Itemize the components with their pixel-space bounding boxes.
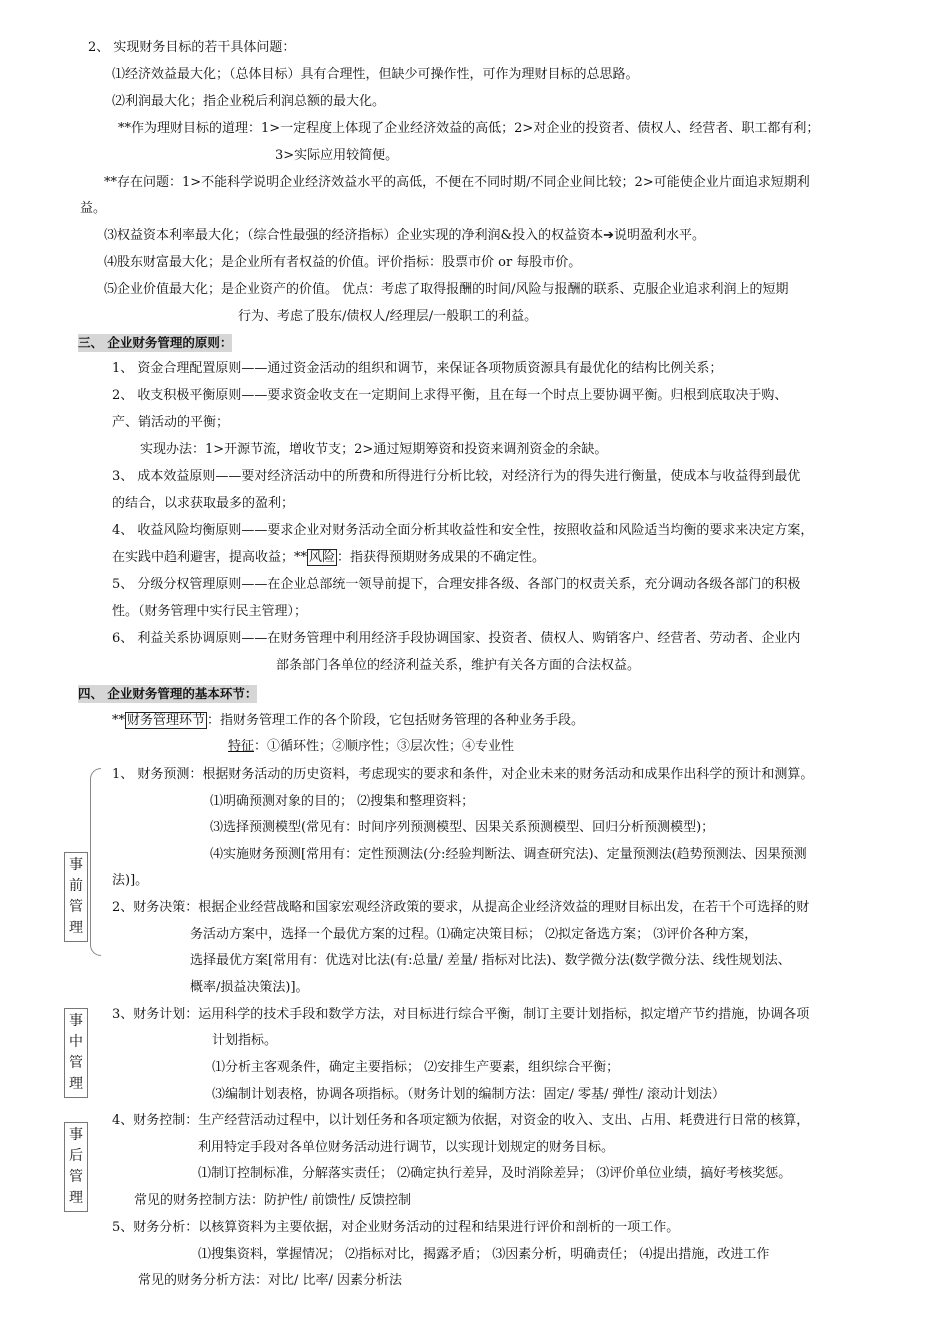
list-item (112, 549, 545, 567)
list-item: 益。 (80, 201, 107, 216)
list-item: 3、 成本效益原则——要对经济活动中的所费和所得进行分析比较，对经济行为的得失进行衡量，使成本与收益得到最优 (112, 469, 801, 484)
text-run: ** (112, 713, 125, 728)
list-item: 法)]。 (112, 873, 149, 888)
list-item: 常见的财务控制方法：防护性/ 前馈性/ 反馈控制 (134, 1193, 412, 1208)
list-item: 产、销活动的平衡； (112, 415, 230, 430)
list-item: ⑷实施财务预测[常用有：定性预测法(分:经验判断法、调查研究法)、定量预测法(趋势预测法、因果预测 (210, 847, 807, 862)
list-item: 3、财务计划：运用科学的技术手段和数学方法，对目标进行综合平衡，制订主要计划指标，拟定增产节约措施，协调各项 (112, 1007, 810, 1022)
list-item: ⑷股东财富最大化；是企业所有者权益的价值。评价指标：股票市价 or 每股市价。 (104, 255, 582, 270)
list-item: 行为、考虑了股东/债权人/经理层/一般职工的利益。 (238, 309, 538, 324)
list-item: 5、财务分析：以核算资料为主要依据，对企业财务活动的过程和结果进行评价和剖析的一项工作。 (112, 1220, 680, 1235)
text-run: 在实践中趋利避害，提高收益；** (112, 550, 308, 565)
list-item: ⑴明确预测对象的目的； ⑵搜集和整理资料； (210, 794, 475, 809)
list-item: ⑸企业价值最大化；是企业资产的价值。 优点：考虑了取得报酬的时间/风险与报酬的联系、克服企业追求利润上的短期 (104, 282, 789, 297)
list-item: ⑶编制计划表格，协调各项指标。（财务计划的编制方法：固定/ 零基/ 弹性/ 滚动计划法） (212, 1087, 726, 1102)
list-item: 1、 财务预测：根据财务活动的历史资料，考虑现实的要求和条件，对企业未来的财务活动和成果作出科学的预计和测算。 (112, 767, 814, 782)
list-item: ⑴搜集资料，掌握情况； ⑵指标对比，揭露矛盾； ⑶因素分析，明确责任； ⑷提出措施，改进工作 (198, 1247, 770, 1262)
list-item: 1、 资金合理配置原则——通过资金活动的组织和调节，来保证各项物质资源具有最优化的结构比例关系； (112, 361, 723, 376)
text-run: ：①循环性；②顺序性；③层次性；④专业性 (254, 739, 515, 754)
list-item: 务活动方案中，选择一个最优方案的过程。⑴确定决策目标； ⑵拟定备选方案； ⑶评价各种方案， (190, 927, 758, 942)
list-item: 选择最优方案[常用有：优选对比法(有:总量/ 差量/ 指标对比法)、数学微分法(数学微分法、线性规划法、 (190, 953, 791, 968)
section-heading-principles: 三、 企业财务管理的原则： (78, 335, 233, 350)
list-item: 常见的财务分析方法：对比/ 比率/ 因素分析法 (138, 1273, 403, 1288)
list-item: ⑴制订控制标准，分解落实责任； ⑵确定执行差异，及时消除差异； ⑶评价单位业绩，搞好考核奖惩。 (198, 1166, 792, 1181)
group-brace (90, 768, 101, 956)
list-item (228, 738, 514, 756)
list-item (112, 712, 584, 730)
list-item: 的结合，以求获取最多的盈利； (112, 496, 295, 511)
list-item: 性。（财务管理中实行民主管理）； (112, 604, 308, 619)
list-item: 利用特定手段对各单位财务活动进行调节，以实现计划规定的财务目标。 (198, 1140, 615, 1155)
text-run: ：指财务管理工作的各个阶段，它包括财务管理的各种业务手段。 (207, 713, 585, 728)
boxed-term-risk: 风险 (309, 550, 336, 565)
list-item: **作为理财目标的道理：1>一定程度上体现了企业经济效益的高低；2>对企业的投资者、债权人、经营者、职工都有利； (118, 121, 820, 136)
list-item: **存在问题：1>不能科学说明企业经济效益水平的高低，不便在不同时期/不同企业间比较；2>可能使企业片面追求短期利 (104, 175, 810, 190)
list-item: 5、 分级分权管理原则——在企业总部统一领导前提下，合理安排各级、各部门的权责关系，充分调动各级各部门的积极 (112, 577, 801, 592)
list-item: ⑶权益资本利率最大化；（综合性最强的经济指标）企业实现的净利润&投入的权益资本➔说明盈利水平。 (104, 228, 705, 243)
list-item: 3>实际应用较简便。 (275, 148, 399, 163)
list-item: ⑵利润最大化；指企业税后利润总额的最大化。 (112, 94, 386, 109)
list-item: 2、 收支积极平衡原则——要求资金收支在一定期间上求得平衡，且在每一个时点上要协调平衡。归根到底取决于购、 (112, 388, 788, 403)
list-item: ⑴分析主客观条件，确定主要指标； ⑵安排生产要素，组织综合平衡； (212, 1060, 620, 1075)
list-item: 概率/损益决策法)]。 (190, 980, 309, 995)
item-2-title: 2、 实现财务目标的若干具体问题： (88, 40, 296, 55)
list-item: 6、 利益关系协调原则——在财务管理中利用经济手段协调国家、投资者、债权人、购销客户、经营者、劳动者、企业内 (112, 631, 801, 646)
side-label-during: 事 中 管 理 (64, 1008, 88, 1098)
list-item: ⑶选择预测模型(常见有：时间序列预测模型、因果关系预测模型、回归分析预测模型)； (210, 820, 715, 835)
list-item: 部条部门各单位的经济利益关系，维护有关各方面的合法权益。 (276, 658, 641, 673)
list-item: 实现办法：1>开源节流，增收节支；2>通过短期筹资和投资来调剂资金的余缺。 (140, 442, 608, 457)
boxed-term-links: 财务管理环节 (127, 713, 206, 728)
list-item: 4、财务控制：生产经营活动过程中，以计划任务和各项定额为依据，对资金的收入、支出、占用、耗费进行日常的核算， (112, 1113, 810, 1128)
side-label-before: 事 前 管 理 (64, 852, 88, 942)
list-item: 4、 收益风险均衡原则——要求企业对财务活动全面分析其收益性和安全性，按照收益和风险适当均衡的要求来决定方案， (112, 523, 814, 538)
underlined-term: 特征 (228, 739, 255, 754)
text-run: ：指获得预期财务成果的不确定性。 (337, 550, 546, 565)
side-label-after: 事 后 管 理 (64, 1122, 88, 1212)
list-item: 计划指标。 (212, 1033, 278, 1048)
list-item: ⑴经济效益最大化；（总体目标）具有合理性，但缺少可操作性，可作为理财目标的总思路。 (112, 67, 639, 82)
list-item: 2、财务决策：根据企业经营战略和国家宏观经济政策的要求，从提高企业经济效益的理财目标出发，在若干个可选择的财 (112, 900, 810, 915)
section-heading-links: 四、 企业财务管理的基本环节： (78, 686, 258, 701)
